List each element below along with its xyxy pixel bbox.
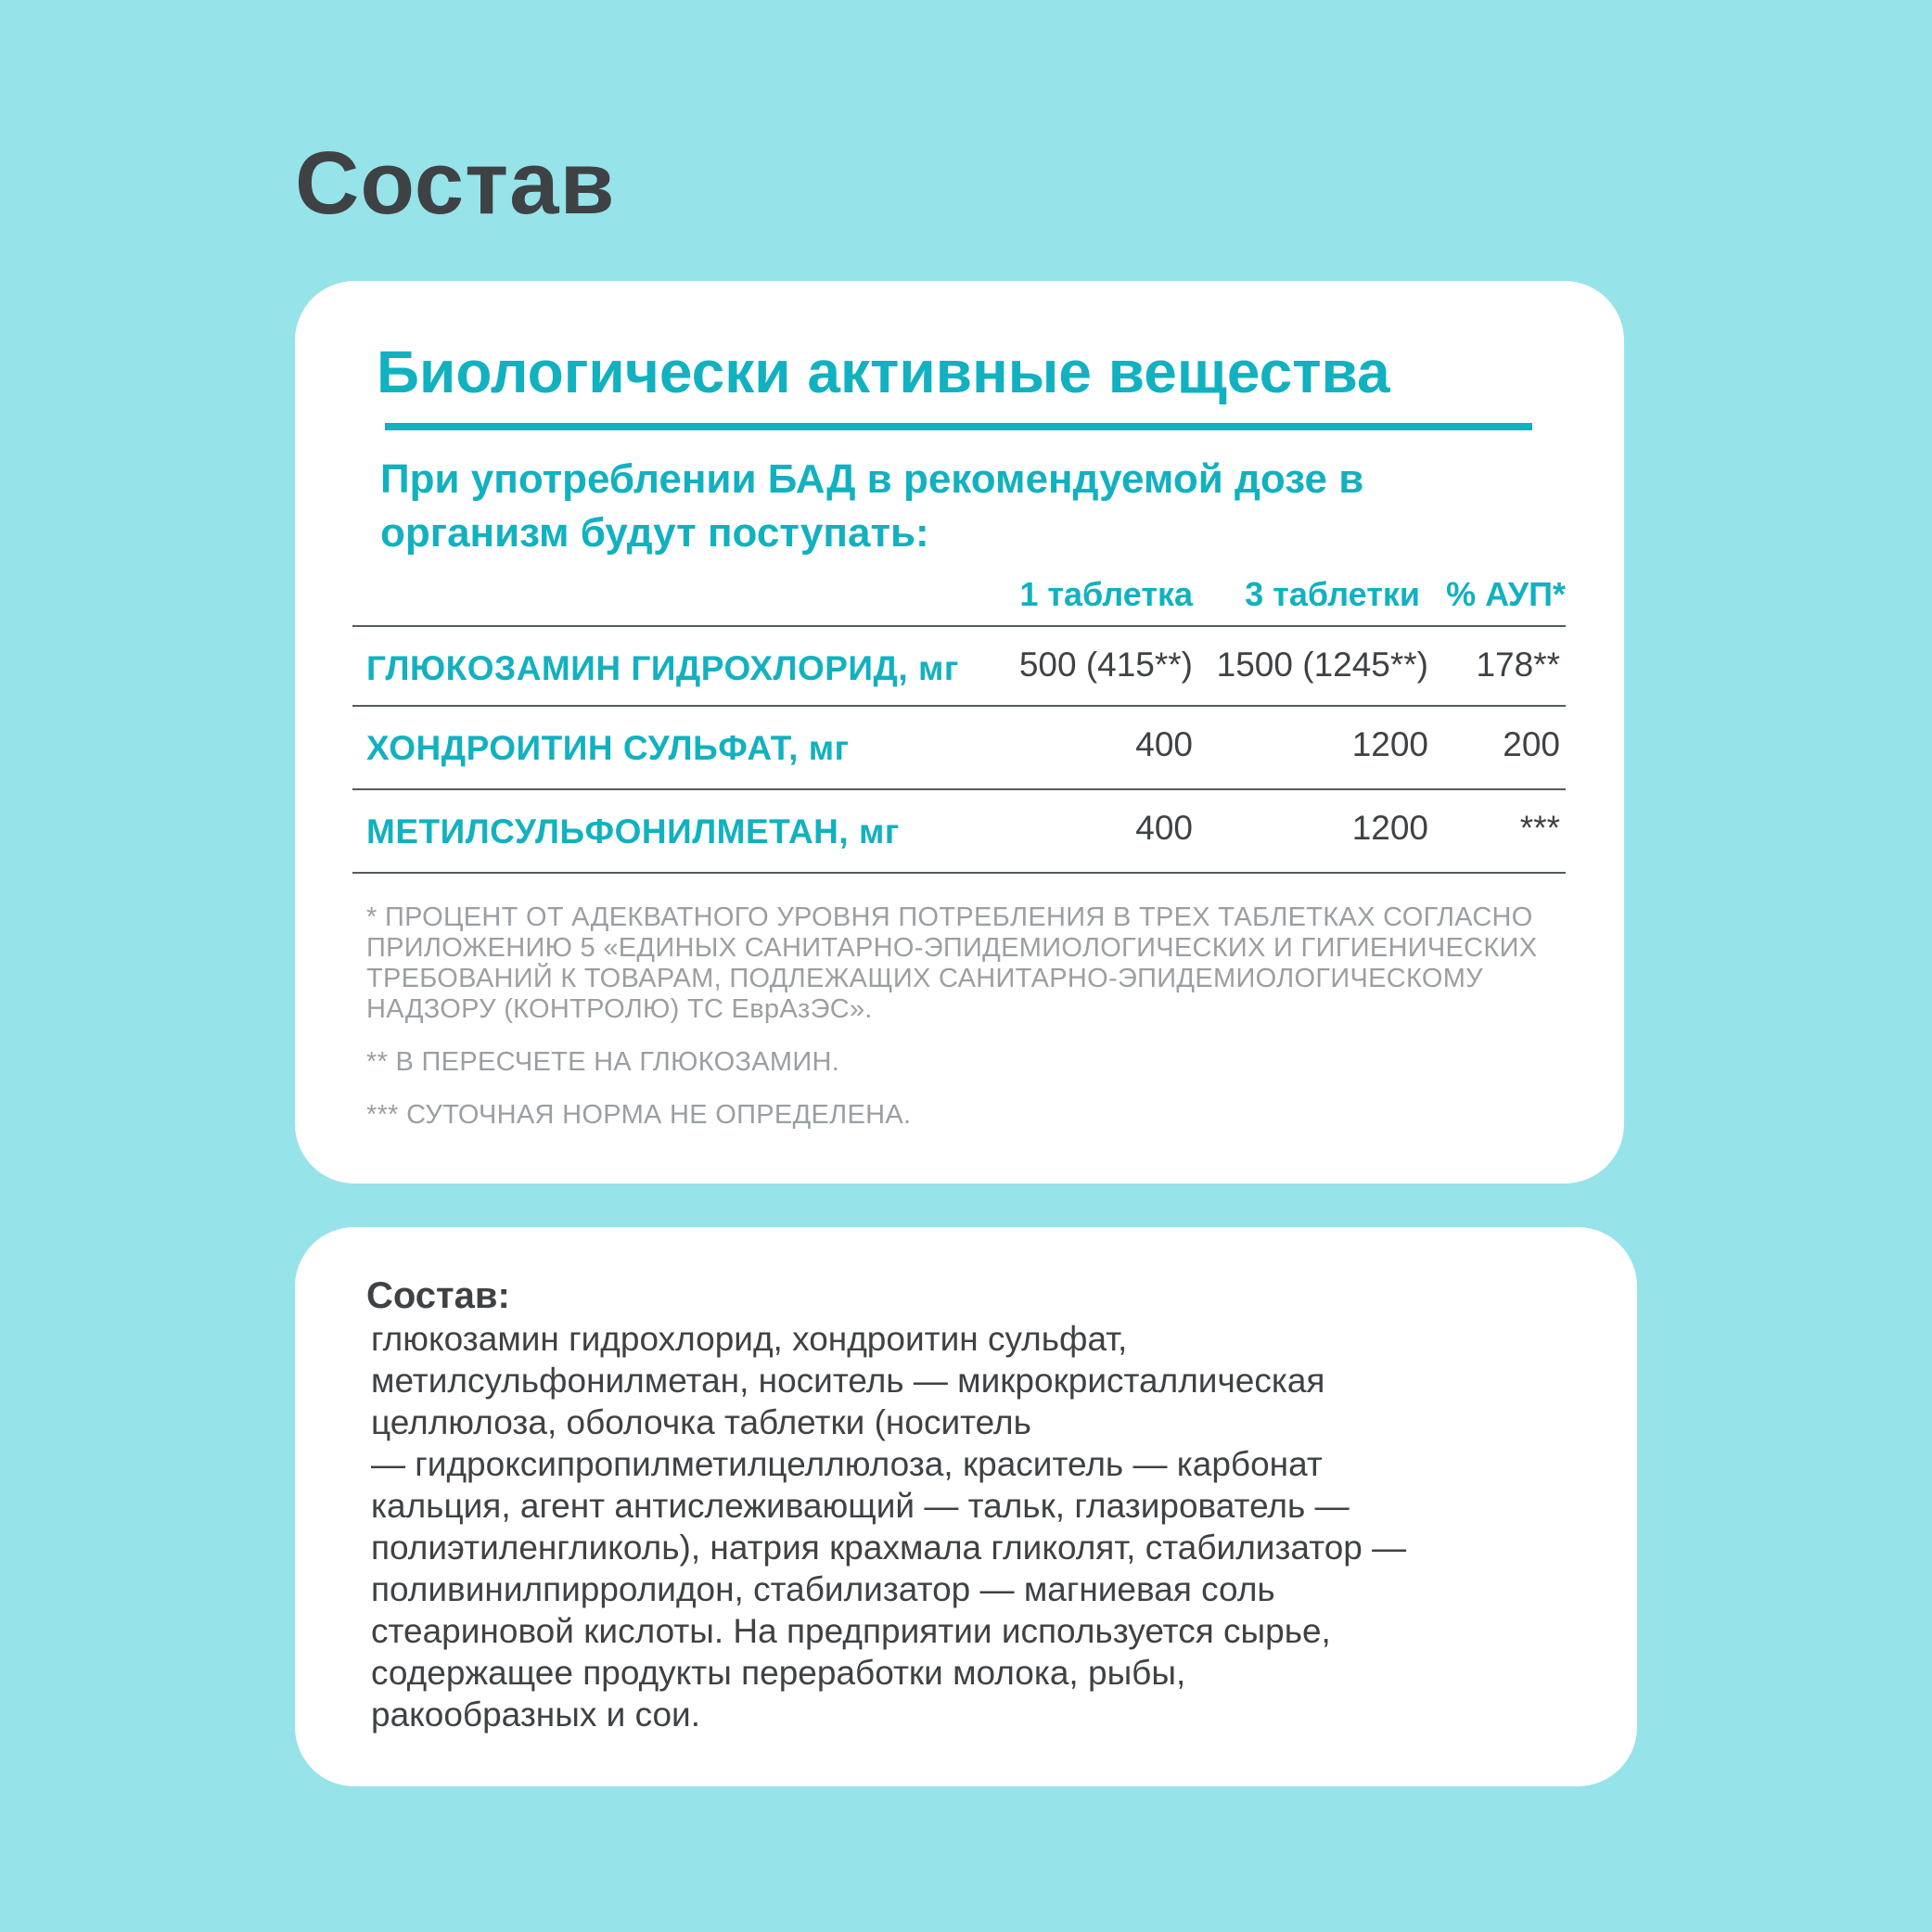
row-value-3-tablets: 1500 (1245**)	[1216, 646, 1428, 684]
row-value-aup: 178**	[1476, 646, 1560, 684]
row-name: ХОНДРОИТИН СУЛЬФАТ, мг	[366, 729, 850, 767]
nutrient-table	[352, 571, 1566, 874]
composition-line: стеариновой кислоты. На предприятии используется сырье,	[371, 1612, 1331, 1650]
column-header-aup: % АУП*	[1446, 575, 1566, 613]
row-value-1-tablet: 400	[1135, 725, 1193, 763]
heading-underline	[385, 423, 1532, 430]
bioactive-substances-card	[295, 281, 1624, 1184]
section-heading: Биологически активные вещества	[377, 339, 1390, 405]
row-value-3-tablets: 1200	[1351, 809, 1428, 847]
row-name: ГЛЮКОЗАМИН ГИДРОХЛОРИД, мг	[366, 649, 959, 687]
composition-line: полиэтиленгликоль), натрия крахмала гликолят, стабилизатор —	[371, 1529, 1407, 1567]
table-row	[352, 790, 1566, 874]
composition-line: метилсульфонилметан, носитель — микрокристаллическая	[371, 1362, 1325, 1400]
footnote-glucosamine: ** В ПЕРЕСЧЕТЕ НА ГЛЮКОЗАМИН.	[366, 1047, 840, 1077]
composition-line: — гидроксипропилметилцеллюлоза, краситель — карбонат	[371, 1445, 1323, 1483]
row-name: МЕТИЛСУЛЬФОНИЛМЕТАН, мг	[366, 812, 900, 851]
composition-label: Состав:	[366, 1275, 510, 1316]
composition-line: содержащее продукты переработки молока, рыбы,	[371, 1654, 1186, 1692]
row-value-1-tablet: 500 (415**)	[1018, 646, 1193, 684]
column-header-3-tablets: 3 таблетки	[1245, 575, 1420, 613]
intro-text: При употреблении БАД в рекомендуемой дозе в организм будут поступать:	[380, 456, 1364, 556]
composition-line: целлюлоза, оболочка таблетки (носитель	[371, 1403, 1031, 1441]
composition-text	[371, 1318, 1577, 1735]
table-row	[352, 627, 1566, 707]
composition-card	[295, 1227, 1637, 1786]
composition-line: кальция, агент антислеживающий — тальк, глазирователь —	[371, 1487, 1350, 1525]
page-title: Состав	[295, 134, 616, 233]
footnotes	[366, 902, 1572, 1153]
footnote-aup: * ПРОЦЕНТ ОТ АДЕКВАТНОГО УРОВНЯ ПОТРЕБЛЕНИЯ В ТРЕХ ТАБЛЕТКАХ СОГЛАСНО ПРИЛОЖЕНИЮ 5 «ЕДИНЫХ САНИТАРНО-ЭПИДЕМИОЛОГИЧЕСКИХ И ГИГИЕНИЧЕСКИХ ТРЕБОВАНИЙ К ТОВАРАМ, ПОДЛЕЖАЩИХ САНИТАРНО-ЭПИДЕМИОЛОГИЧЕСКОМУ НАДЗОРУ (КОНТРОЛЮ) ТС ЕврАзЭС».	[366, 902, 1538, 1024]
column-header-1-tablet: 1 таблетка	[1019, 575, 1193, 613]
row-value-aup: 200	[1503, 725, 1560, 763]
row-value-aup: ***	[1519, 809, 1560, 847]
row-value-3-tablets: 1200	[1351, 725, 1428, 763]
footnote-norm: *** СУТОЧНАЯ НОРМА НЕ ОПРЕДЕЛЕНА.	[366, 1100, 912, 1130]
composition-line: ракообразных и сои.	[371, 1695, 701, 1734]
table-row	[352, 707, 1566, 790]
row-value-1-tablet: 400	[1135, 809, 1193, 847]
composition-line: поливинилпирролидон, стабилизатор — магниевая соль	[371, 1570, 1275, 1608]
composition-line: глюкозамин гидрохлорид, хондроитин сульфат,	[371, 1320, 1128, 1358]
table-header	[352, 571, 1566, 627]
